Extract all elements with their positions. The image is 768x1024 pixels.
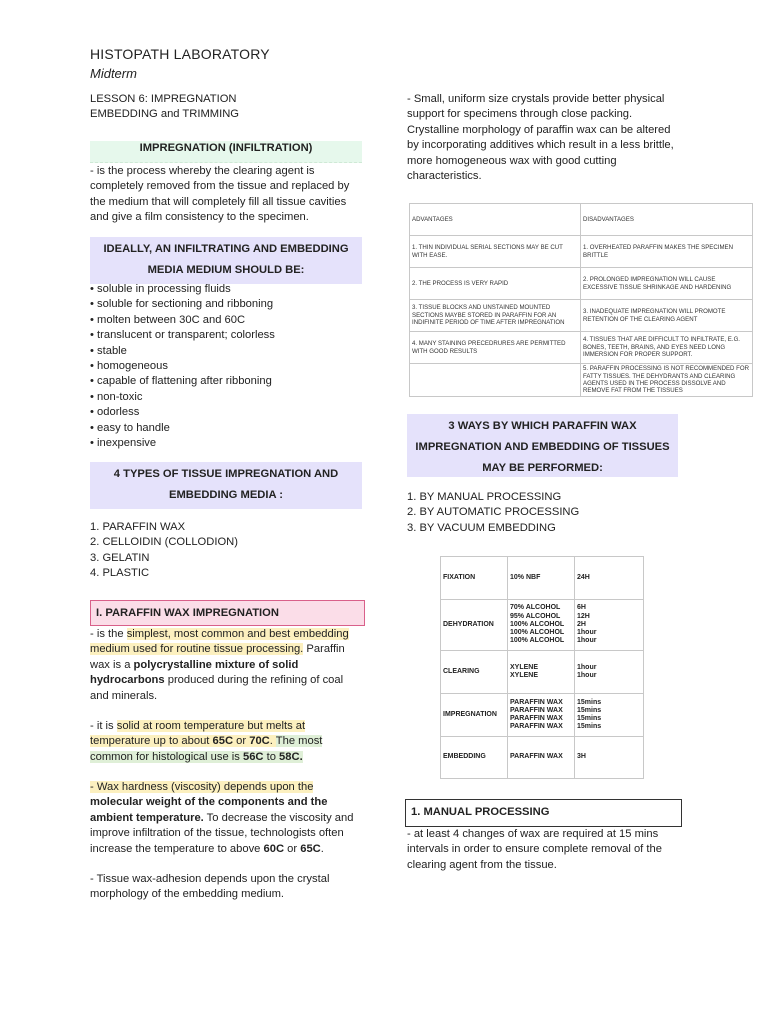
text-span: To decrease the viscosity and improve infiltration of the tissue, technologists often increase the temperature to above: [90, 811, 354, 855]
list-item: • soluble for sectioning and ribboning: [90, 297, 362, 312]
paraffin-paragraph-4: - Tissue wax-adhesion depends upon the crystal morphology of the embedding medium.: [90, 873, 330, 901]
ways-heading-line3: MAY BE PERFORMED:: [482, 462, 603, 474]
list-item: • inexpensive: [90, 436, 362, 451]
list-item: • stable: [90, 344, 362, 359]
table-cell: 1. OVERHEATED PARAFFIN MAKES THE SPECIMEN BRITTLE: [581, 236, 753, 268]
manual-processing-heading: 1. MANUAL PROCESSING: [405, 799, 682, 827]
highlighted-text: The most common for histological use is: [90, 735, 323, 763]
highlighted-text: solid at room temperature but melts at temperature up to about: [90, 720, 306, 748]
table-cell: 4. TISSUES THAT ARE DIFFICULT TO INFILTRATE, E.G. BONES, TEETH, BRAINS, AND EYES NEED LONG IMMERSION FOR PROPER SUPPORT.: [581, 332, 753, 364]
table-cell: 1. THIN INDIVIDUAL SERIAL SECTIONS MAY BE CUT WITH EASE.: [410, 236, 581, 268]
table-cell: 3. TISSUE BLOCKS AND UNSTAINED MOUNTED SECTIONS MAYBE STORED IN PARAFFIN FOR AN INDIFINITE PERIOD OF TIME AFTER IMPREGNATION: [410, 300, 581, 332]
impregnation-definition: - is the process whereby the clearing agent is completely removed from the tissue and replaced by the medium that will completely fill all tissue cavities and give a film consistency to the specimen.: [90, 165, 350, 224]
table-cell: IMPREGNATION: [441, 694, 508, 737]
bold-text: 58C.: [279, 750, 303, 763]
bold-text: 65C: [300, 842, 321, 855]
manual-processing-text: - at least 4 changes of wax are required at 15 mins intervals in order to ensure complete removal of the clearing agent from the tissue.: [407, 828, 662, 871]
text-span: Paraffin wax is a: [90, 643, 345, 671]
table-cell: 6H 12H 2H 1hour 1hour: [575, 600, 644, 651]
ideal-medium-heading: [90, 237, 362, 284]
table-cell: 3. INADEQUATE IMPREGNATION WILL PROMOTE RETENTION OF THE CLEARING AGENT: [581, 300, 753, 332]
bold-text: molecular weight of the components and the ambient temperature.: [90, 796, 328, 824]
list-item: • soluble in processing fluids: [90, 282, 362, 297]
table-cell: 70% ALCOHOL 95% ALCOHOL 100% ALCOHOL 100% ALCOHOL 100% ALCOHOL: [508, 600, 575, 651]
impregnation-heading: IMPREGNATION (INFILTRATION): [90, 141, 362, 163]
table-row: [410, 300, 753, 332]
table-row: [410, 268, 753, 300]
types-heading: [90, 462, 362, 509]
ways-heading-line2: IMPREGNATION AND EMBEDDING OF TISSUES: [415, 441, 670, 453]
lesson-line-1: LESSON 6: IMPREGNATION: [90, 93, 237, 105]
table-cell: [410, 364, 581, 397]
list-item: • translucent or transparent; colorless: [90, 328, 362, 343]
bold-text: polycrystalline mixture of solid hydrocarbons: [90, 658, 299, 687]
text-span: - it is: [90, 720, 117, 732]
table-cell: DEHYDRATION: [441, 600, 508, 651]
bold-text: 56C: [242, 750, 264, 763]
highlighted-text: to: [263, 750, 280, 763]
ideal-medium-heading-line1: IDEALLY, AN INFILTRATING AND EMBEDDING: [103, 243, 349, 255]
ideal-medium-list: [90, 282, 362, 451]
table-row: [410, 364, 753, 397]
table-row: [441, 557, 644, 600]
table-row: [441, 737, 644, 779]
paraffin-paragraph-3: [90, 780, 362, 857]
table-row: [441, 694, 644, 737]
table-row: [410, 204, 753, 236]
table-cell: EMBEDDING: [441, 737, 508, 779]
page-subtitle: Midterm: [90, 66, 137, 81]
table-cell: 10% NBF: [508, 557, 575, 600]
highlighted-text: or: [233, 735, 250, 748]
list-item: • non-toxic: [90, 390, 362, 405]
advantages-table: [409, 203, 753, 397]
lesson-title: [90, 92, 239, 123]
text-span: .: [320, 842, 324, 855]
list-item: 2. BY AUTOMATIC PROCESSING: [407, 506, 580, 519]
list-item: • odorless: [90, 405, 362, 420]
table-row: [410, 236, 753, 268]
table-cell: XYLENE XYLENE: [508, 651, 575, 694]
ways-list: [407, 490, 682, 536]
bold-text: 70C: [249, 735, 270, 748]
processing-table: [440, 556, 644, 779]
list-item: • easy to handle: [90, 421, 362, 436]
table-cell: 24H: [575, 557, 644, 600]
table-cell: PARAFFIN WAX: [508, 737, 575, 779]
table-cell: 2. PROLONGED IMPREGNATION WILL CAUSE EXCESSIVE TISSUE SHRINKAGE AND HARDENING: [581, 268, 753, 300]
bold-text: 65C: [212, 735, 234, 748]
list-item: 2. CELLOIDIN (COLLODION): [90, 536, 238, 549]
highlighted-text: .: [269, 735, 276, 748]
list-item: 3. GELATIN: [90, 551, 150, 564]
table-cell: 4. MANY STAINING PRECEDRURES ARE PERMITTED WITH GOOD RESULTS: [410, 332, 581, 364]
table-row: [410, 332, 753, 364]
table-cell: 1hour 1hour: [575, 651, 644, 694]
table-header-advantages: ADVANTAGES: [410, 204, 581, 236]
list-item: 3. BY VACUUM EMBEDDING: [407, 521, 556, 534]
paraffin-paragraph-2: [90, 719, 362, 765]
text-span: produced during the refining of coal and minerals.: [90, 674, 344, 702]
list-item: 4. PLASTIC: [90, 567, 150, 580]
ways-heading: [407, 414, 678, 477]
page-title: HISTOPATH LABORATORY: [90, 46, 270, 62]
table-row: [441, 600, 644, 651]
bold-text: 60C: [263, 842, 285, 855]
types-list: [90, 520, 362, 582]
list-item: • molten between 30C and 60C: [90, 313, 362, 328]
table-cell: 2. THE PROCESS IS VERY RAPID: [410, 268, 581, 300]
types-heading-line2: EMBEDDING MEDIA :: [169, 489, 283, 501]
table-header-disadvantages: DISADVANTAGES: [581, 204, 753, 236]
ways-heading-line1: 3 WAYS BY WHICH PARAFFIN WAX: [448, 420, 637, 432]
paraffin-heading: I. PARAFFIN WAX IMPREGNATION: [90, 600, 365, 626]
crystals-paragraph: - Small, uniform size crystals provide better physical support for specimens through close packing. Crystalline morphology of paraffin wax can be altered by incorporating additives which result in a less brittle, more homogeneous wax with good cutting characteristics.: [407, 93, 674, 183]
table-cell: 15mins 15mins 15mins 15mins: [575, 694, 644, 737]
text-span: - is the: [90, 628, 127, 640]
types-heading-line1: 4 TYPES OF TISSUE IMPREGNATION AND: [113, 468, 339, 480]
list-item: 1. PARAFFIN WAX: [90, 521, 186, 533]
table-cell: 5. PARAFFIN PROCESSING IS NOT RECOMMENDED FOR FATTY TISSUES. THE DEHYDRANTS AND CLEARING AGENTS USED IN THE PROCESS DISSOLVE AND REMOVE FAT FROM THE TISSUES: [581, 364, 753, 397]
list-item: • capable of flattening after ribboning: [90, 374, 362, 389]
paraffin-paragraph-1: [90, 627, 362, 704]
ideal-medium-heading-line2: MEDIA MEDIUM SHOULD BE:: [147, 264, 305, 276]
table-cell: 3H: [575, 737, 644, 779]
table-cell: CLEARING: [441, 651, 508, 694]
text-span: or: [284, 842, 301, 855]
highlighted-text: - Wax hardness (viscosity) depends upon the: [90, 781, 314, 793]
list-item: • homogeneous: [90, 359, 362, 374]
table-cell: PARAFFIN WAX PARAFFIN WAX PARAFFIN WAX PARAFFIN WAX: [508, 694, 575, 737]
table-cell: FIXATION: [441, 557, 508, 600]
lesson-line-2: EMBEDDING and TRIMMING: [90, 108, 239, 121]
highlighted-text: simplest, most common and best embedding medium used for routine tissue processing.: [90, 628, 349, 656]
table-row: [441, 651, 644, 694]
list-item: 1. BY MANUAL PROCESSING: [407, 491, 562, 503]
